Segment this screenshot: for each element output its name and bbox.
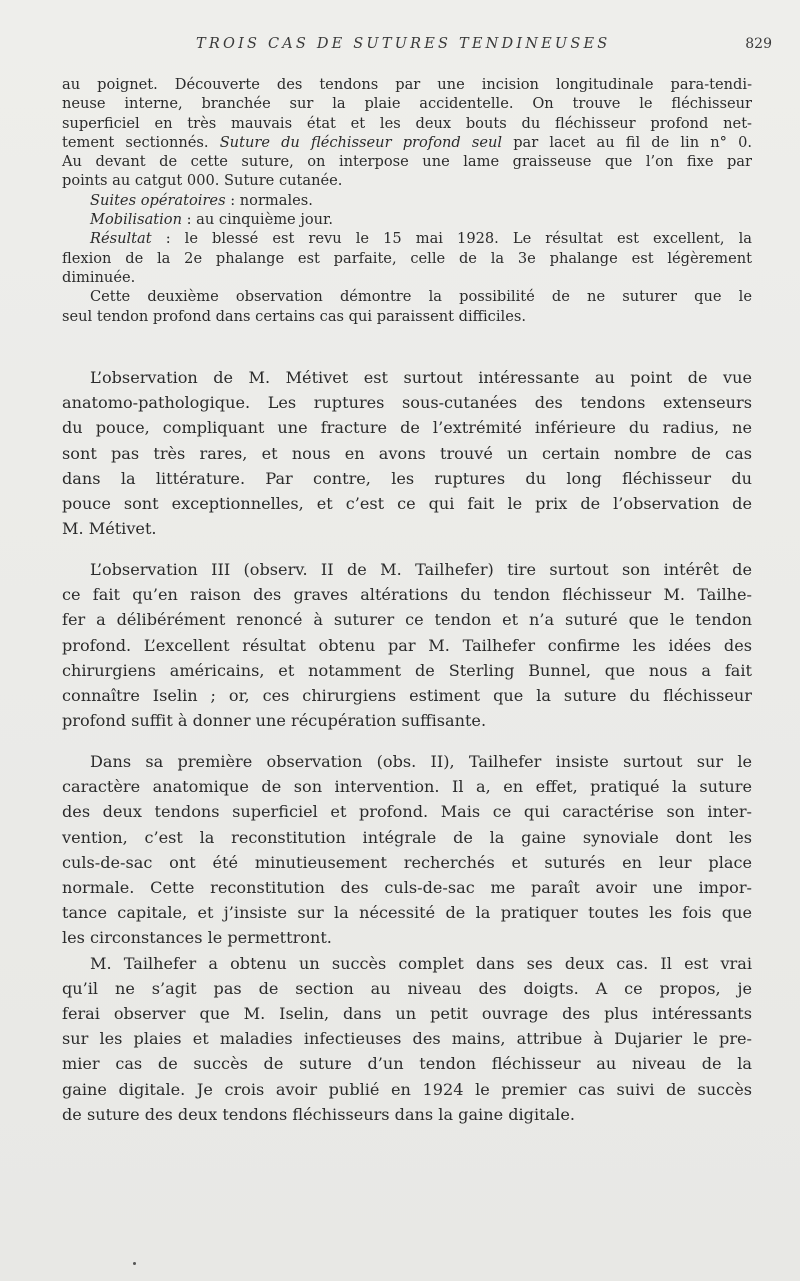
text-line: flexion de la 2e phalange est parfaite, celle de la 3e phalange est légèrement [62,249,752,267]
text-line: points au catgut 000. Suture cutanée. [62,172,343,190]
text-line: sont pas très rares, et nous en avons trouvé un certain nombre de cas [62,443,752,463]
suture-italic: Suture du fléchisseur profond seul [219,133,503,151]
text-line: ferai observer que M. Iselin, dans un petit ouvrage des plus intéressants [62,1004,752,1024]
mobilisation-line [62,210,752,229]
text-line: caractère anatomique de son intervention. Il a, en effet, pratiqué la suture [62,777,752,797]
text-line: profond suffit à donner une récupération suffisante. [62,711,487,731]
text-line: tance capitale, et j’insiste sur la nécessité de la pratiquer toutes les fois que [62,903,752,923]
text-line: dans la littérature. Par contre, les ruptures du long fléchisseur du [62,468,752,488]
text-line: diminuée. [62,268,136,286]
suites-line [62,191,752,210]
suture-post: par lacet au fil de lin n° 0. [502,133,752,151]
text-line: seul tendon profond dans certains cas qui paraissent difficiles. [62,307,526,325]
text-line: vention, c’est la reconstitution intégrale de la gaine synoviale dont les [62,827,752,847]
text-line: profond. L’excellent résultat obtenu par M. Tailhefer confirme les idées des [62,635,752,655]
text-line: chirurgiens américains, et notamment de Sterling Bunnel, que nous a fait [62,660,752,680]
text-line: L’observation III (observ. II de M. Tailhefer) tire surtout son intérêt de [90,560,752,579]
text-line: M. Métivet. [62,519,157,539]
suture-line [62,133,752,152]
text-line: au poignet. Découverte des tendons par une incision longitudinale para-tendi- [62,76,752,93]
text-line: pouce sont exceptionnelles, et c’est ce qui fait le prix de l’observation de [62,494,752,514]
suture-pre: tement sectionnés. [62,133,220,151]
page-speck [133,1262,136,1265]
text-line: anatomo-pathologique. Les ruptures sous-cutanées des tendons extenseurs [62,393,752,413]
text-line: superficiel en très mauvais état et les deux bouts du fléchisseur profond net- [62,114,752,132]
paragraph-metivet [62,365,752,541]
text-line: gaine digitale. Je crois avoir publié en 1924 le premier cas suivi de succès [62,1079,752,1099]
text-line: ce fait qu’en raison des graves altérations du tendon fléchisseur M. Tailhe- [62,585,752,605]
text-line: Cette deuxième observation démontre la possibilité de ne suturer que le [90,288,752,306]
text-line: connaître Iselin ; or, ces chirurgiens estiment que la suture du fléchisseur [62,686,752,706]
text-line: mier cas de succès de suture d’un tendon fléchisseur au niveau de la [62,1054,752,1074]
mobilisation-label: Mobilisation [90,211,182,229]
mobilisation-text: : au cinquième jour. [181,211,334,229]
text-line: normale. Cette reconstitution des culs-de-sac me paraît avoir une impor- [62,878,752,898]
text-line: sur les plaies et maladies infectieuses des mains, attribue à Dujarier le pre- [62,1029,752,1049]
text-line: qu’il ne s’agit pas de section au niveau des doigts. A ce propos, je [62,978,752,998]
suites-text: : normales. [225,191,313,209]
text-line: des deux tendons superficiel et profond. Mais ce qui caractérise son inter- [62,802,752,822]
text-line: du pouce, compliquant une fracture de l’extrémité inférieure du radius, ne [62,418,752,438]
text-line: M. Tailhefer a obtenu un succès complet dans ses deux cas. Il est vrai [90,953,752,973]
text-line: les circonstances le permettront. [62,928,332,948]
text-line: Au devant de cette suture, on interpose une lame graisseuse que l’on fixe par [62,153,752,171]
suites-label: Suites opératoires [90,191,226,209]
text-line: Dans sa première observation (obs. II), Tailhefer insiste surtout sur le [90,752,752,771]
text-line: fer a délibérément renoncé à suturer ce tendon et n’a suturé que le tendon [62,610,752,630]
text-line: de suture des deux tendons fléchisseurs dans la gaine digitale. [62,1104,575,1124]
text-line: neuse interne, branchée sur la plaie accidentelle. On trouve le fléchisseur [62,95,752,113]
resultat-label: Résultat [90,230,152,248]
page-number: 829 [745,36,772,52]
resultat-text: : le blessé est revu le 15 mai 1928. Le résultat est excellent, la [151,230,752,248]
resultat-line [62,229,752,248]
text-line: L’observation de M. Métivet est surtout intéressante au point de vue [90,368,752,387]
text-line: culs-de-sac ont été minutieusement recherchés et suturés en leur place [62,852,752,872]
running-title: TROIS CAS DE SUTURES TENDINEUSES [196,36,611,52]
paragraph-observation-iii [62,557,752,733]
paragraph-first-observation [62,749,752,1127]
running-header [0,36,800,58]
observation-block [62,75,752,326]
